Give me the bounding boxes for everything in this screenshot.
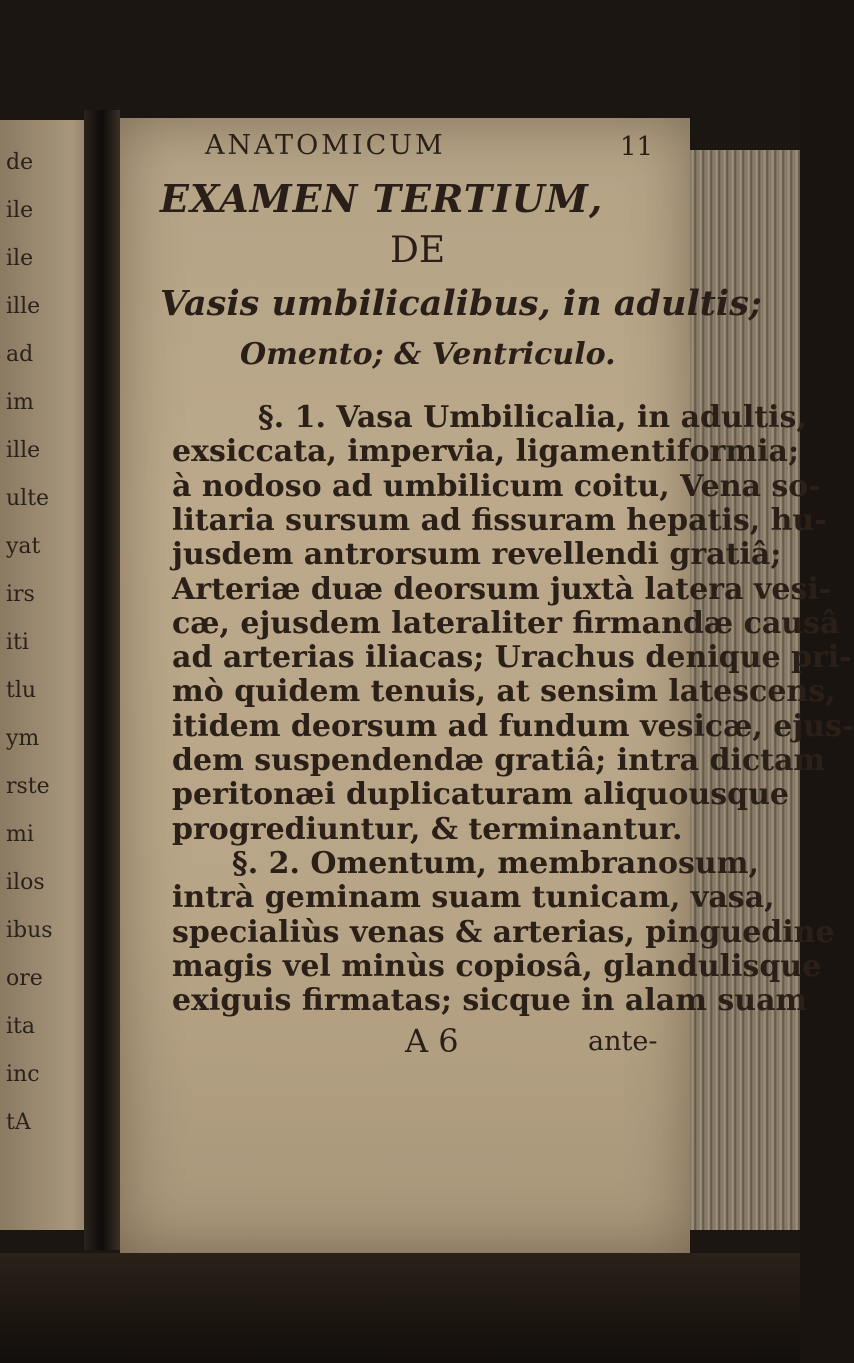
text-line: cæ, ejusdem lateraliter firmandæ causâ (172, 605, 840, 641)
chapter-title-de: DE (390, 230, 446, 271)
running-head: ANATOMICUM (205, 130, 446, 161)
text-line: dem suspendendæ gratiâ; intra dictam (172, 743, 826, 778)
prev-page-fragment: de (6, 150, 34, 175)
text-line: itidem deorsum ad fundum vesicæ, ejus- (172, 708, 854, 744)
text-line: specialiùs venas & arterias, pinguedine (172, 914, 835, 950)
text-line: intrà geminam suam tunicam, vasa, (172, 880, 775, 916)
prev-page-fragment: tlu (6, 678, 37, 703)
text-line: litaria sursum ad fissuram hepatis, hu- (172, 502, 827, 538)
prev-page-fragment: ibus (6, 918, 53, 943)
prev-page-fragment: im (6, 390, 34, 415)
prev-page-fragment: ym (6, 726, 40, 751)
prev-page-fragment: inc (6, 1062, 40, 1087)
prev-page-fragment: ille (6, 294, 41, 319)
prev-page-fragment: yat (6, 534, 41, 559)
prev-page-fragment: ore (6, 966, 43, 991)
chapter-subtitle-1: Vasis umbilicalibus, in adultis; (160, 283, 762, 324)
page-number: 11 (620, 132, 654, 162)
text-line: exiguis firmatas; sicque in alam suam (172, 983, 808, 1019)
prev-page-fragment: mi (6, 822, 34, 847)
prev-page-fragment: ad (6, 342, 34, 367)
text-line: magis vel minùs copiosâ, glandulisque (172, 948, 822, 984)
text-line: §. 1. Vasa Umbilicalia, in adultis, (258, 400, 807, 435)
text-line: jusdem antrorsum revellendi gratiâ; (172, 537, 782, 573)
text-line: §. 2. Omentum, membranosum, (232, 845, 759, 881)
text-line: progrediuntur, & terminantur. (172, 811, 683, 847)
prev-page-fragment: ile (6, 246, 34, 271)
text-line: exsiccata, impervia, ligamentiformia; (172, 434, 800, 470)
catchword: ante- (588, 1026, 658, 1057)
prev-page-fragment: iti (6, 630, 29, 655)
text-line: mò quidem tenuis, at sensim latescens, (172, 674, 836, 710)
text-line: peritonæi duplicaturam aliquousque (172, 777, 790, 813)
prev-page-fragment: ulte (6, 486, 50, 511)
prev-page-fragment: rste (6, 774, 50, 799)
chapter-subtitle-2: Omento; & Ventriculo. (240, 337, 616, 372)
scan-background (0, 1253, 800, 1363)
text-line: Arteriæ duæ deorsum juxtà latera vesi- (172, 571, 832, 607)
prev-page-fragment: ile (6, 198, 34, 223)
prev-page-fragment: ilos (6, 870, 45, 895)
prev-page-fragment: tA (6, 1110, 31, 1135)
chapter-title: EXAMEN TERTIUM, (160, 176, 604, 221)
text-line: ad arterias iliacas; Urachus denique pri- (172, 640, 852, 676)
signature-mark: A 6 (405, 1022, 459, 1060)
prev-page-fragment: ita (6, 1014, 35, 1039)
prev-page-fragment: irs (6, 582, 35, 607)
book-gutter (84, 110, 120, 1250)
text-line: à nodoso ad umbilicum coitu, Vena so- (172, 468, 821, 504)
prev-page-fragment: ille (6, 438, 41, 463)
